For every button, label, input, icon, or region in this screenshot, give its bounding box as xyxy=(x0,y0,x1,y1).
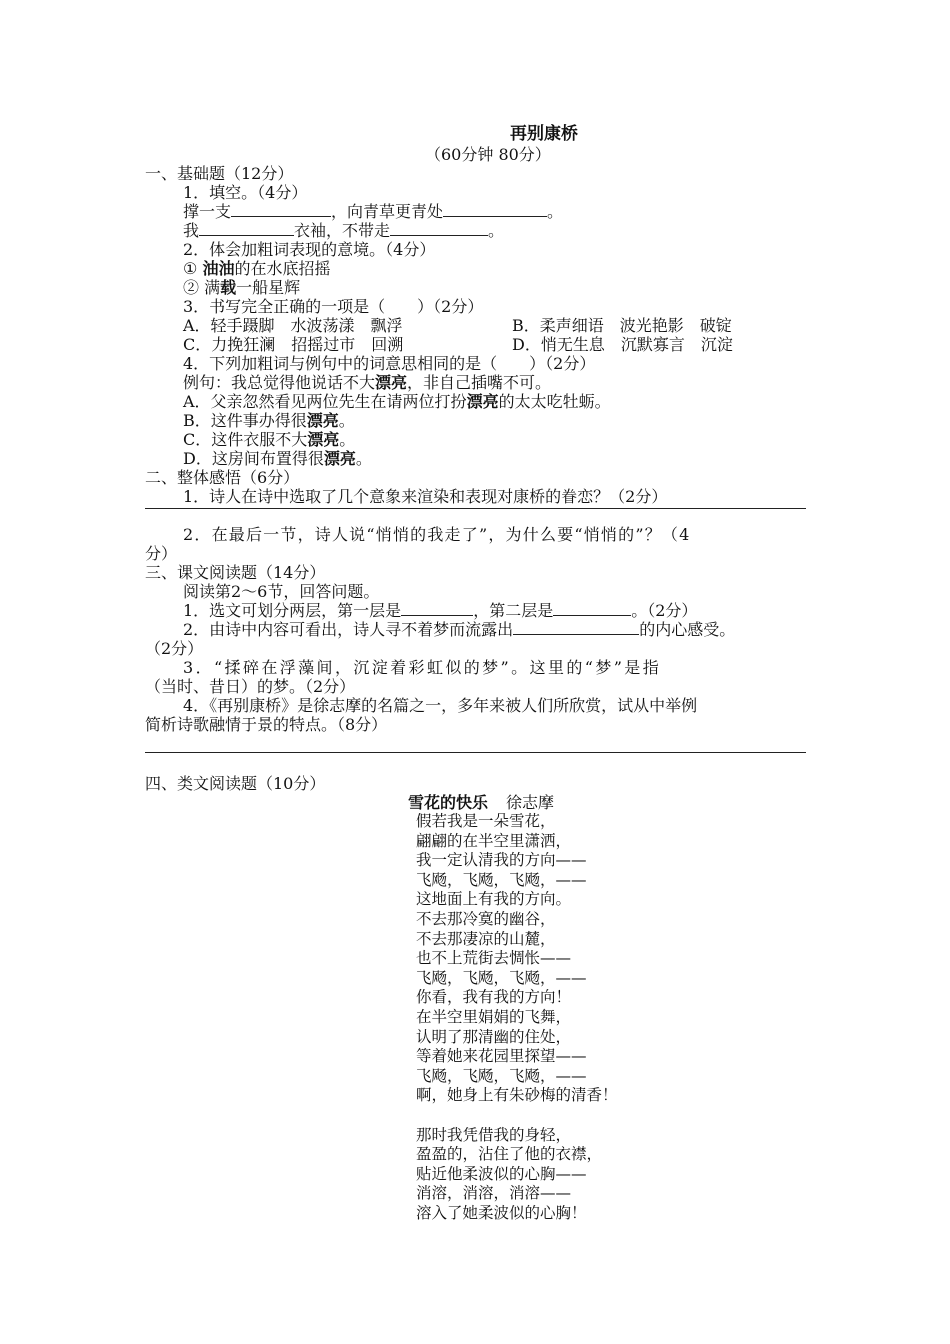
poem-title: 雪花的快乐 xyxy=(408,793,489,812)
s3-q4-line2: 简析诗歌融情于景的特点。（8分） xyxy=(145,715,388,734)
poem-line: 贴近他柔波似的心胸—— xyxy=(416,1164,587,1183)
s3-q3-line2: （当时、昔日）的梦。（2分） xyxy=(145,677,356,696)
answer-blank[interactable] xyxy=(553,601,631,616)
poem-line: 等着她来花园里探望—— xyxy=(416,1047,587,1066)
answer-blank[interactable] xyxy=(199,221,294,236)
poem-line: 啊，她身上有朱砂梅的清香！ xyxy=(416,1086,618,1105)
poem-line: 飞飏，飞飏，飞飏，—— xyxy=(416,968,587,987)
s1-q2-item1: ① 油油的在水底招摇 xyxy=(183,259,331,278)
poem-heading xyxy=(408,793,554,812)
poem-line: 盈盈的，沾住了他的衣襟， xyxy=(416,1145,603,1164)
s3-q1: 1．选文可划分两层，第一层是 ，第二层是 。（2分） xyxy=(183,601,698,620)
section-4-heading: 四、类文阅读题（10分） xyxy=(145,774,326,793)
poem-line: 你看，我有我的方向！ xyxy=(416,988,572,1007)
s1-q2: 2．体会加粗词表现的意境。（4分） xyxy=(183,240,436,259)
s1-q2-item2: ② 满载一船星辉 xyxy=(183,278,301,297)
poem-line: 不去那凄凉的山麓， xyxy=(416,929,556,948)
poem-line: 这地面上有我的方向。 xyxy=(416,890,572,909)
poem-line: 假若我是一朵雪花， xyxy=(416,812,556,830)
document-subtitle: （60分钟 80分） xyxy=(425,145,551,164)
answer-line[interactable] xyxy=(145,508,806,509)
poem-line: 不去那冷寞的幽谷， xyxy=(416,909,556,928)
s1-q4-option-d: D．这房间布置得很漂亮。 xyxy=(183,449,372,468)
s2-q1: 1．诗人在诗中选取了几个意象来渲染和表现对康桥的眷恋？（2分） xyxy=(183,487,668,506)
s1-q4-example: 例句：我总觉得他说话不大漂亮，非自己插嘴不可。 xyxy=(183,373,552,392)
s1-q4: 4．下列加粗词与例句中的词意思相同的是（ ）（2分） xyxy=(183,354,596,373)
poem-line: 消溶，消溶，消溶—— xyxy=(416,1184,572,1203)
poem-line: 也不上荒街去惆怅—— xyxy=(416,949,572,968)
answer-blank[interactable] xyxy=(401,601,473,616)
s1-q3-option-a: A．轻手蹑脚 水波荡漾 飘浮 xyxy=(183,316,403,335)
s1-q3-option-b: B．柔声细语 波光艳影 破锭 xyxy=(512,316,732,335)
section-3-heading: 三、课文阅读题（14分） xyxy=(145,563,326,582)
poem-line: 在半空里娟娟的飞舞， xyxy=(416,1007,572,1026)
s1-q1-line2: 我 衣袖，不带走 。 xyxy=(183,221,505,240)
s3-q2-line2: （2分） xyxy=(145,639,204,658)
poem-author: 徐志摩 xyxy=(506,793,555,812)
poem-line: 认明了那清幽的住处， xyxy=(416,1027,572,1046)
answer-blank[interactable] xyxy=(443,202,547,217)
s3-q3-line1: 3．“揉碎在浮藻间，沉淀着彩虹似的梦”。这里的“梦”是指 xyxy=(183,658,662,677)
s1-q1: 1．填空。（4分） xyxy=(183,183,308,202)
answer-line[interactable] xyxy=(145,752,806,753)
poem-line: 我一定认清我的方向—— xyxy=(416,851,587,870)
s2-q2-line2: 分） xyxy=(145,544,178,563)
s3-intro: 阅读第2～6节，回答问题。 xyxy=(183,582,380,601)
s1-q4-option-a: A．父亲忽然看见两位先生在请两位打扮漂亮的太太吃牡蛎。 xyxy=(183,392,611,411)
poem-body xyxy=(416,812,618,1223)
s3-q2: 2．由诗中内容可看出，诗人寻不着梦而流露出 的内心感受。 xyxy=(183,620,736,639)
section-2-heading: 二、整体感悟（6分） xyxy=(145,468,300,487)
poem-line: 翩翩的在半空里潇洒， xyxy=(416,831,572,850)
poem-line: 那时我凭借我的身轻， xyxy=(416,1125,572,1144)
section-1-heading: 一、基础题（12分） xyxy=(145,164,294,183)
s1-q4-option-c: C．这件衣服不大漂亮。 xyxy=(183,430,356,449)
stanza-gap xyxy=(416,1106,618,1126)
s1-q3-option-d: D．悄无生息 沉默寡言 沉淀 xyxy=(512,335,733,354)
poem-line: 溶入了她柔波似的心胸！ xyxy=(416,1203,587,1222)
s1-q4-option-b: B．这件事办得很漂亮。 xyxy=(183,411,355,430)
s1-q3: 3．书写完全正确的一项是（ ）（2分） xyxy=(183,297,484,316)
s2-q2-line1: 2．在最后一节，诗人说“悄悄的我走了”，为什么要“悄悄的”？（4 xyxy=(183,525,691,544)
answer-blank[interactable] xyxy=(513,620,639,635)
answer-blank[interactable] xyxy=(231,202,331,217)
s1-q1-line1: 撑一支 ，向青草更青处 。 xyxy=(183,202,564,221)
document-title: 再别康桥 xyxy=(510,124,578,144)
poem-line: 飞飏，飞飏，飞飏，—— xyxy=(416,870,587,889)
answer-blank[interactable] xyxy=(390,221,488,236)
s1-q3-option-c: C．力挽狂澜 招摇过市 回溯 xyxy=(183,335,404,354)
s3-q4-line1: 4．《再别康桥》是徐志摩的名篇之一，多年来被人们所欣赏，试从中举例 xyxy=(183,696,698,715)
poem-line: 飞飏，飞飏，飞飏，—— xyxy=(416,1066,587,1085)
